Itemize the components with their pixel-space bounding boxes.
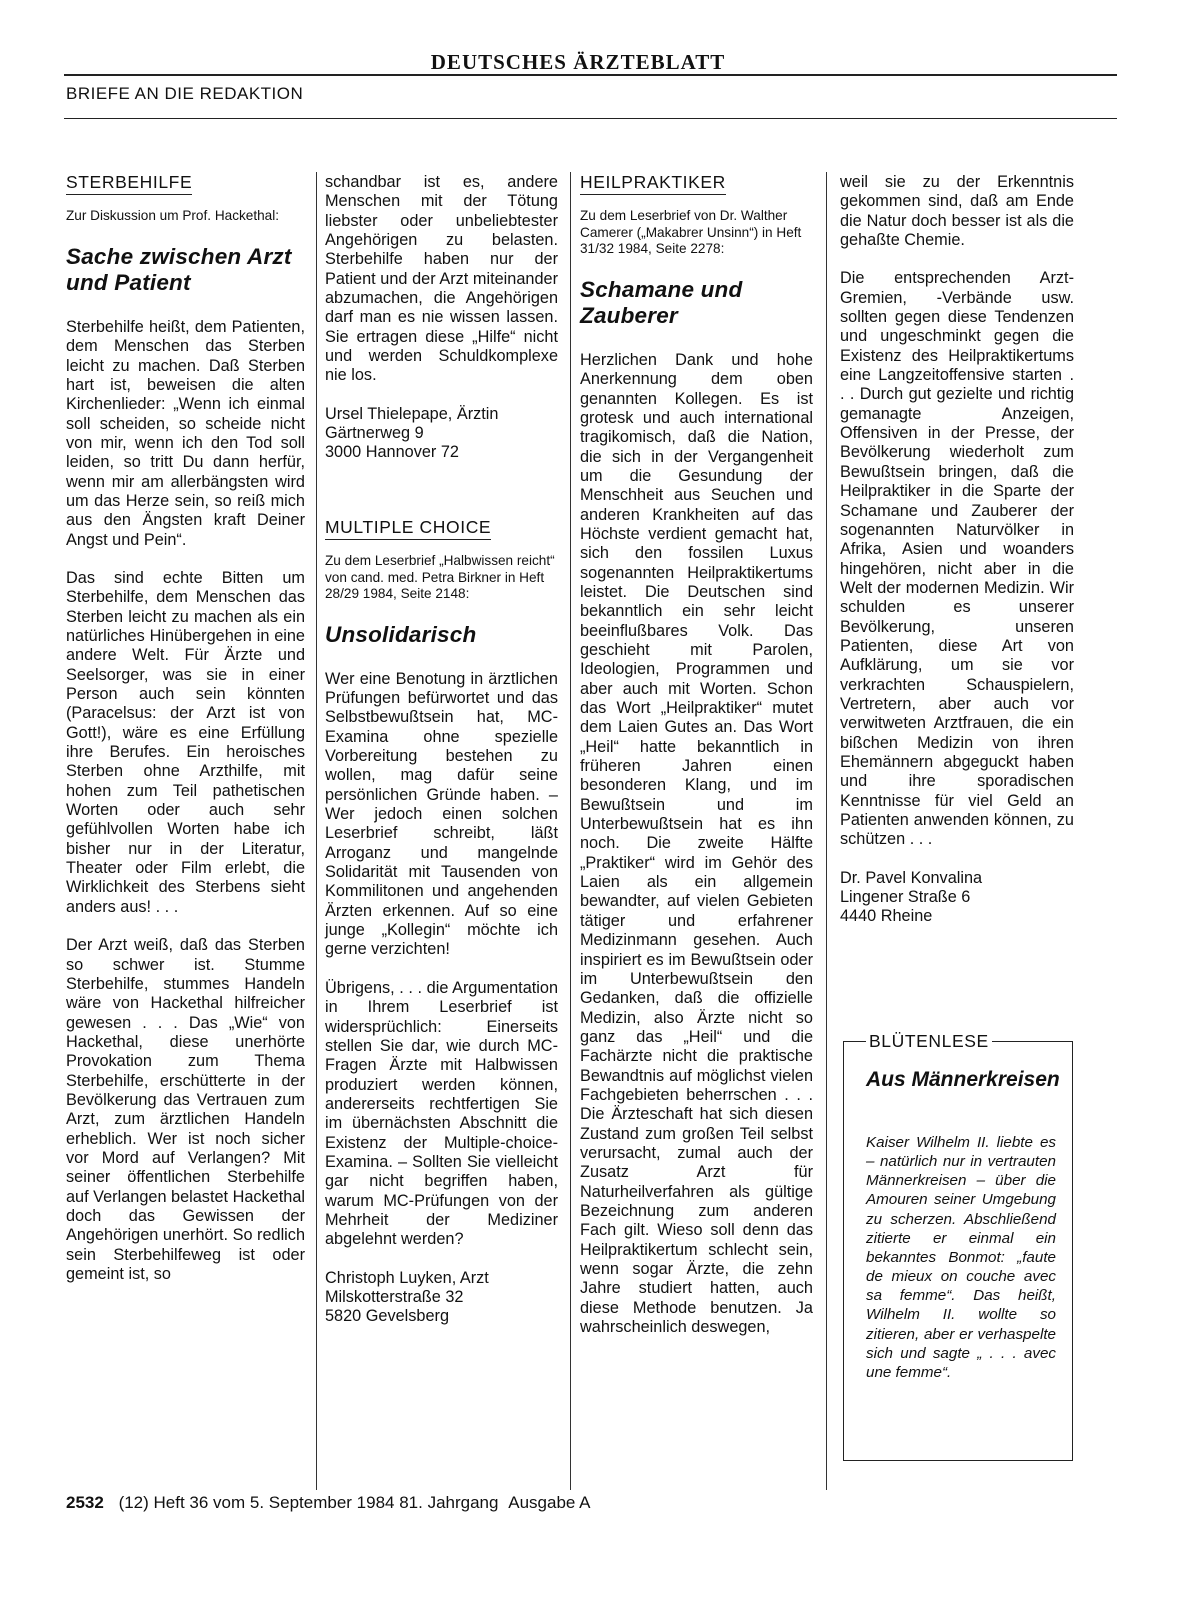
- masthead-rule: [64, 74, 1117, 76]
- column-2: [325, 173, 558, 1346]
- column-1: [66, 173, 305, 1284]
- signature-street: Gärtnerweg 9: [325, 424, 424, 443]
- paragraph: weil sie zu der Erkenntnis gekommen sind, daß am Ende die Natur doch besser ist als die gehaßte Chemie.: [840, 173, 1074, 250]
- column-divider: [316, 172, 317, 1490]
- section-rule: [64, 118, 1117, 119]
- bluetenlese-text: Kaiser Wilhelm II. liebte es – natürlich nur in vertrauten Männerkreisen – über die Amouren seiner Umgebung zu scherzen. Abschließend zitierte er einmal ein bekanntes Bonmot: „faute de mieux on couche avec sa femme“. Das heißt, Wilhelm II. wollte so zitieren, aber er verhaspelte sich und sagte „ . . . avec une femme“.: [866, 1134, 1056, 1381]
- paragraph: Die entsprechenden Arzt-Gremien, -Verbände usw. sollten gegen diese Tendenzen und ungeschminkt gegen die Existenz des Heilpraktikertums eine Langzeitoffensive starten . . . Durch gut gezielte und richtig gemanagte Anzeigen, Offensiven in der Presse, der Bevölkerung wiederholt zum Bewußtsein bringen, daß die Heilpraktiker in die Sparte der Schamane und Zauberer der sogenannten Naturvölker in Afrika, Asien und woanders hingehören, nicht aber in die Welt der modernen Medizin. Wir schulden es unserer Bevölkerung, unseren Patienten, diese Art von Aufklärung, um sie vor verkrachten Schauspielern, Vertretern, aber auch vor verwitweten Arztfrauen, die ein bißchen Medizin von ihren Ehemännern abgeguckt haben und ihre sporadischen Kenntnisse für viel Geld an Patienten anwenden können, zu schützen . . .: [840, 269, 1074, 849]
- signature-street: Milskotterstraße 32: [325, 1287, 464, 1306]
- letter-intro: Zur Diskussion um Prof. Hackethal:: [66, 208, 280, 224]
- paragraph: Übrigens, . . . die Argumentation in Ihrem Leserbrief ist widersprüchlich: Einerseits stellen Sie dar, wie durch MC-Fragen Ärzte mit Halbwissen produziert werden können, andererseits rechtfertigen Sie im übernächsten Abschnitt die Existenz der Multiple-choice-Examina. – Sollten Sie vielleicht gar nicht begriffen haben, warum MC-Prüfungen von der Mehrheit der Mediziner abgelehnt werden?: [325, 978, 558, 1249]
- headline-unsolidarisch: Unsolidarisch: [325, 621, 477, 647]
- kicker-heilpraktiker: HEILPRAKTIKER: [580, 173, 726, 195]
- paragraph: Wer eine Benotung in ärztlichen Prüfungen befürwortet und das Selbstbewußtsein hat, MC-Examina ohne spezielle Vorbereitung bestehen zu wollen, mag dafür seine persönlichen Gründe haben. – Wer jedoch einen solchen Leserbrief schreibt, läßt Arroganz und mangelnde Solidarität mit Tausenden von Kommilitonen und angehenden Ärzten erkennen. Auf so eine junge „Kollegin“ möchte ich gerne verzichten!: [325, 669, 558, 959]
- edition-info: Ausgabe A: [508, 1493, 591, 1512]
- signature-city: 5820 Gevelsberg: [325, 1307, 450, 1326]
- signature-block: [325, 1269, 558, 1327]
- paragraph: schandbar ist es, andere Menschen mit der Tötung liebster oder unbeliebtester Angehörigen zu belasten. Sterbehilfe haben nur der Patient und der Arzt miteinander abzumachen, die Angehörigen darf man es nie wissen lassen. Sie ertragen diese „Hilfe“ nicht und werden Schuldkomplexe nie los.: [325, 173, 558, 385]
- issue-info: (12) Heft 36 vom 5. September 1984 81. Jahrgang: [118, 1493, 499, 1512]
- signature-name: Ursel Thielepape, Ärztin: [325, 404, 499, 423]
- column-3: [580, 173, 813, 1337]
- column-4: [840, 173, 1074, 946]
- section-label: BRIEFE AN DIE REDAKTION: [66, 84, 304, 103]
- headline-sache-zwischen-arzt-und-patient: Sache zwischen Arzt und Patient: [66, 243, 292, 295]
- page-footer: [66, 1493, 597, 1513]
- column-divider: [570, 172, 571, 1490]
- page-number: 2532: [66, 1493, 104, 1512]
- paragraph: Sterbehilfe heißt, dem Patienten, dem Menschen das Sterben leicht zu machen. Daß Sterben hart ist, beweisen die alten Kirchenlieder: „Wenn ich einmal soll scheiden, so scheide nicht von mir, wenn ich den Tod soll leiden, so tritt Du dann herfür, wenn mir am allerbängsten wird um das Herze sein, so reiß mich aus den Ängsten kraft Deiner Angst und Pein“.: [66, 317, 305, 549]
- bluetenlese-label: BLÜTENLESE: [866, 1031, 992, 1052]
- headline-schamane-und-zauberer: Schamane und Zauberer: [580, 276, 743, 328]
- kicker-multiple-choice: MULTIPLE CHOICE: [325, 518, 491, 540]
- bluetenlese-headline: Aus Männerkreisen: [866, 1068, 1060, 1091]
- letter-intro: Zu dem Leserbrief „Halbwissen reicht“ von cand. med. Petra Birkner in Heft 28/29 1984, Seite 2148:: [325, 553, 555, 602]
- signature-street: Lingener Straße 6: [840, 888, 971, 907]
- signature-name: Christoph Luyken, Arzt: [325, 1268, 489, 1287]
- masthead: DEUTSCHES ÄRZTEBLATT: [430, 50, 726, 74]
- column-divider: [826, 172, 827, 1490]
- letter-intro: Zu dem Leserbrief von Dr. Walther Camerer („Makabrer Unsinn“) in Heft 31/32 1984, Seite 2278:: [580, 208, 802, 257]
- signature-city: 3000 Hannover 72: [325, 443, 459, 462]
- paragraph: Der Arzt weiß, daß das Sterben so schwer ist. Stumme Sterbehilfe, stummes Handeln wäre von Hackethal hilfreicher gewesen . . . Das „Wie“ von Hackethal, diese unerhörte Provokation zum Thema Sterbehilfe, erschütterte in der Bevölkerung das Vertrauen zum Arzt, zum ärztlichen Handeln erheblich. Wer ist noch sicher vor Mord auf Verlangen? Mit seiner öffentlichen Sterbehilfe auf Verlangen belastet Hackethal doch das Gewissen der Angehörigen unerhört. So redlich sein Sterbehilfeweg ist oder gemeint ist, so: [66, 936, 305, 1283]
- paragraph: Das sind echte Bitten um Sterbehilfe, dem Menschen das Sterben leicht zu machen als ein natürliches Hinübergehen in eine andere Welt. Für Ärzte und Seelsorger, was sie in einer Person auch sein könnten (Paracelsus: der Arzt ist von Gott!), wäre es eine Erfüllung ihre Berufes. Ein heroisches Sterben ohne Arzthilfe, mit hohen zum Teil pathetischen Worten oder auch sehr gefühlvollen Worten habe ich bisher nur in der Literatur, Theater oder Film erlebt, die Wirklichkeit des Sterbens sieht anders aus! . . .: [66, 568, 305, 916]
- signature-city: 4440 Rheine: [840, 907, 933, 926]
- kicker-sterbehilfe: STERBEHILFE: [66, 173, 192, 195]
- signature-name: Dr. Pavel Konvalina: [840, 868, 983, 887]
- signature-block: [840, 869, 1074, 927]
- paragraph: Herzlichen Dank und hohe Anerkennung dem oben genannten Kollegen. Es ist grotesk und auch international tragikomisch, daß die Nation, die sich in der Vergangenheit um die Gesundung der Menschheit aus Seuchen und anderen Krankheiten auf das Höchste verdient gemacht hat, sich den fossilen Luxus sogenannten Heilpraktikertums leistet. Die Deutschen sind bekanntlich ein sehr leicht beeinflußbares Volk. Das geschieht mit Parolen, Ideologien, Programmen und aber auch mit Worten. Schon das Wort „Heilpraktiker“ mutet dem Laien Gutes an. Das Wort „Heil“ hatte bekanntlich in früheren Jahren einen besonderen Klang, und im Bewußtsein und im Unterbewußtsein hat es ihn noch. Die zweite Hälfte „Praktiker“ wird im Gehör des Laien als ein allgemein bewandter, auf vielen Gebieten tätiger und erfahrener Medizinmann gesehen. Auch inspiriert es im Bewußtsein oder im Unterbewußtsein den Gedanken, daß die offizielle Medizin, also Ärzte nicht so ganz das „Heil“ und die Fachärzte nicht die praktische Bewandtnis auf möglichst vielen Fachgebieten beherrschen . . . Die Ärzteschaft hat sich diesen Zustand zum großen Teil selbst verursacht, zumal auch der Zusatz Arzt für Naturheilverfahren als gültige Bezeichnung zum anderen Fach gilt. Wieso soll denn das Heilpraktikertum schlecht sein, wenn sogar Ärzte, die zehn Jahre studiert hatten, auch diese Methode benutzen. Ja wahrscheinlich deswegen,: [580, 350, 813, 1337]
- signature-block: [325, 405, 558, 463]
